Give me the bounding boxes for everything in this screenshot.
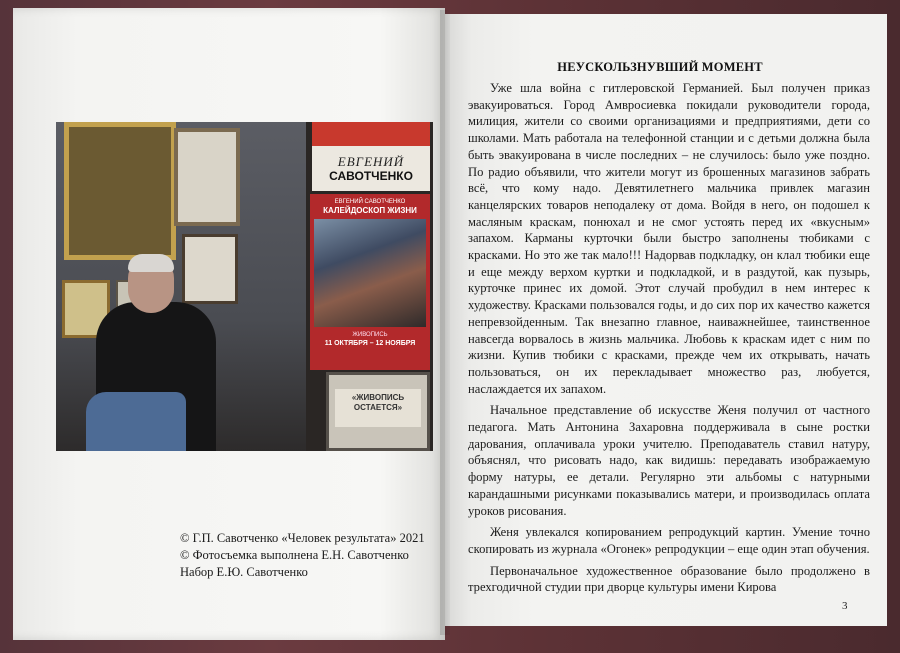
framed-painting [64,122,176,260]
framed-poster: «ЖИВОПИСЬ ОСТАЕТСЯ» [326,372,430,451]
copyright-block [180,530,440,581]
copyright-line: © Фотосъемка выполнена Е.Н. Савотченко [180,548,409,562]
framed-certificate [182,234,238,304]
left-page [13,8,445,640]
paragraph: Уже шла война с гитлеровской Германией. Был получен приказ эвакуироваться. Город Амвросиевка покидали руководители города, милиция, жители со своими организациями и предприятиями, дети со школами. Мать работала на телефонной станции и с детьми должна была быть эвакуирована в числе последних – не случилось: было уже поздно. По радио объявили, что жители могут из брошенных магазинов забрать всё, что кому надо. Девятилетнего мальчика привлек магазин канцелярских товаров неподалеку от дома. Войдя в него, он подошел к масляным краскам, понюхал и не смог устоять перед их «вкусным» запахом. Карманы курточки были быстро заполнены тюбиками с красками. Но это же так мало!!! Надорвав подкладку, он клал тюбики еще и еще между верхом куртки и подкладкой, и в раздутой, как пузырь, курточке принес их домой. Этот случай пробудил в нем интерес к художеству. Красками пользовался годы, и до сих пор их качество кажется непревзойденным. Так внезапно главное, наиважнейшее, таинственное навсегда ворвалось в жизнь мальчика. Любовь к краскам идет с ним по жизни. Купив тюбики с красками, прежде чем их открывать, начать пользоваться, он их перекладывает множество раз, любуется, наслаждается их запахом. [468,81,870,396]
copyright-line: © Г.П. Савотченко «Человек результата» 2021 [180,531,425,545]
chapter-title: НЕУСКОЛЬЗНУВШИЙ МОМЕНТ [557,60,763,74]
chapter-body [468,80,870,601]
framed-diploma [174,128,240,226]
artist-photo [56,122,433,451]
paragraph: Начальное представление об искусстве Женя получил от частного педагога. Мать Антонина Захаровна поддерживала в сыне ростки дарования, оплачивала уроки учителю. Преподаватель ставил натуру, объяснял, что рисовать надо, как видишь: передавать изображаемую форму натуры, ее детали. Регулярно эти альбомы с натурными карандашными рисунками показывались матери, и производилась оплата уроков рисования. [468,403,870,518]
paragraph: Первоначальное художественное образование было продолжено в трехгодичной студии при дворце культуры имени Кирова [468,563,870,595]
copyright-line: Набор Е.Ю. Савотченко [180,565,308,579]
page-number: 3 [842,600,848,612]
paragraph: Женя увлекался копированием репродукций картин. Умение точно скопировать из журнала «Огонек» репродукции – еще один этап обучения. [468,525,870,556]
poster-name: ЕВГЕНИЙ САВОТЧЕНКО [312,146,430,191]
poster-painting [314,219,426,327]
right-page [445,14,887,626]
exhibition-poster: ЕВГЕНИЙ САВОТЧЕНКО КАЛЕЙДОСКОП ЖИЗНИ ЖИВОПИСЬ 11 ОКТЯБРЯ – 12 НОЯБРЯ [310,194,430,370]
book-spine [440,10,450,635]
